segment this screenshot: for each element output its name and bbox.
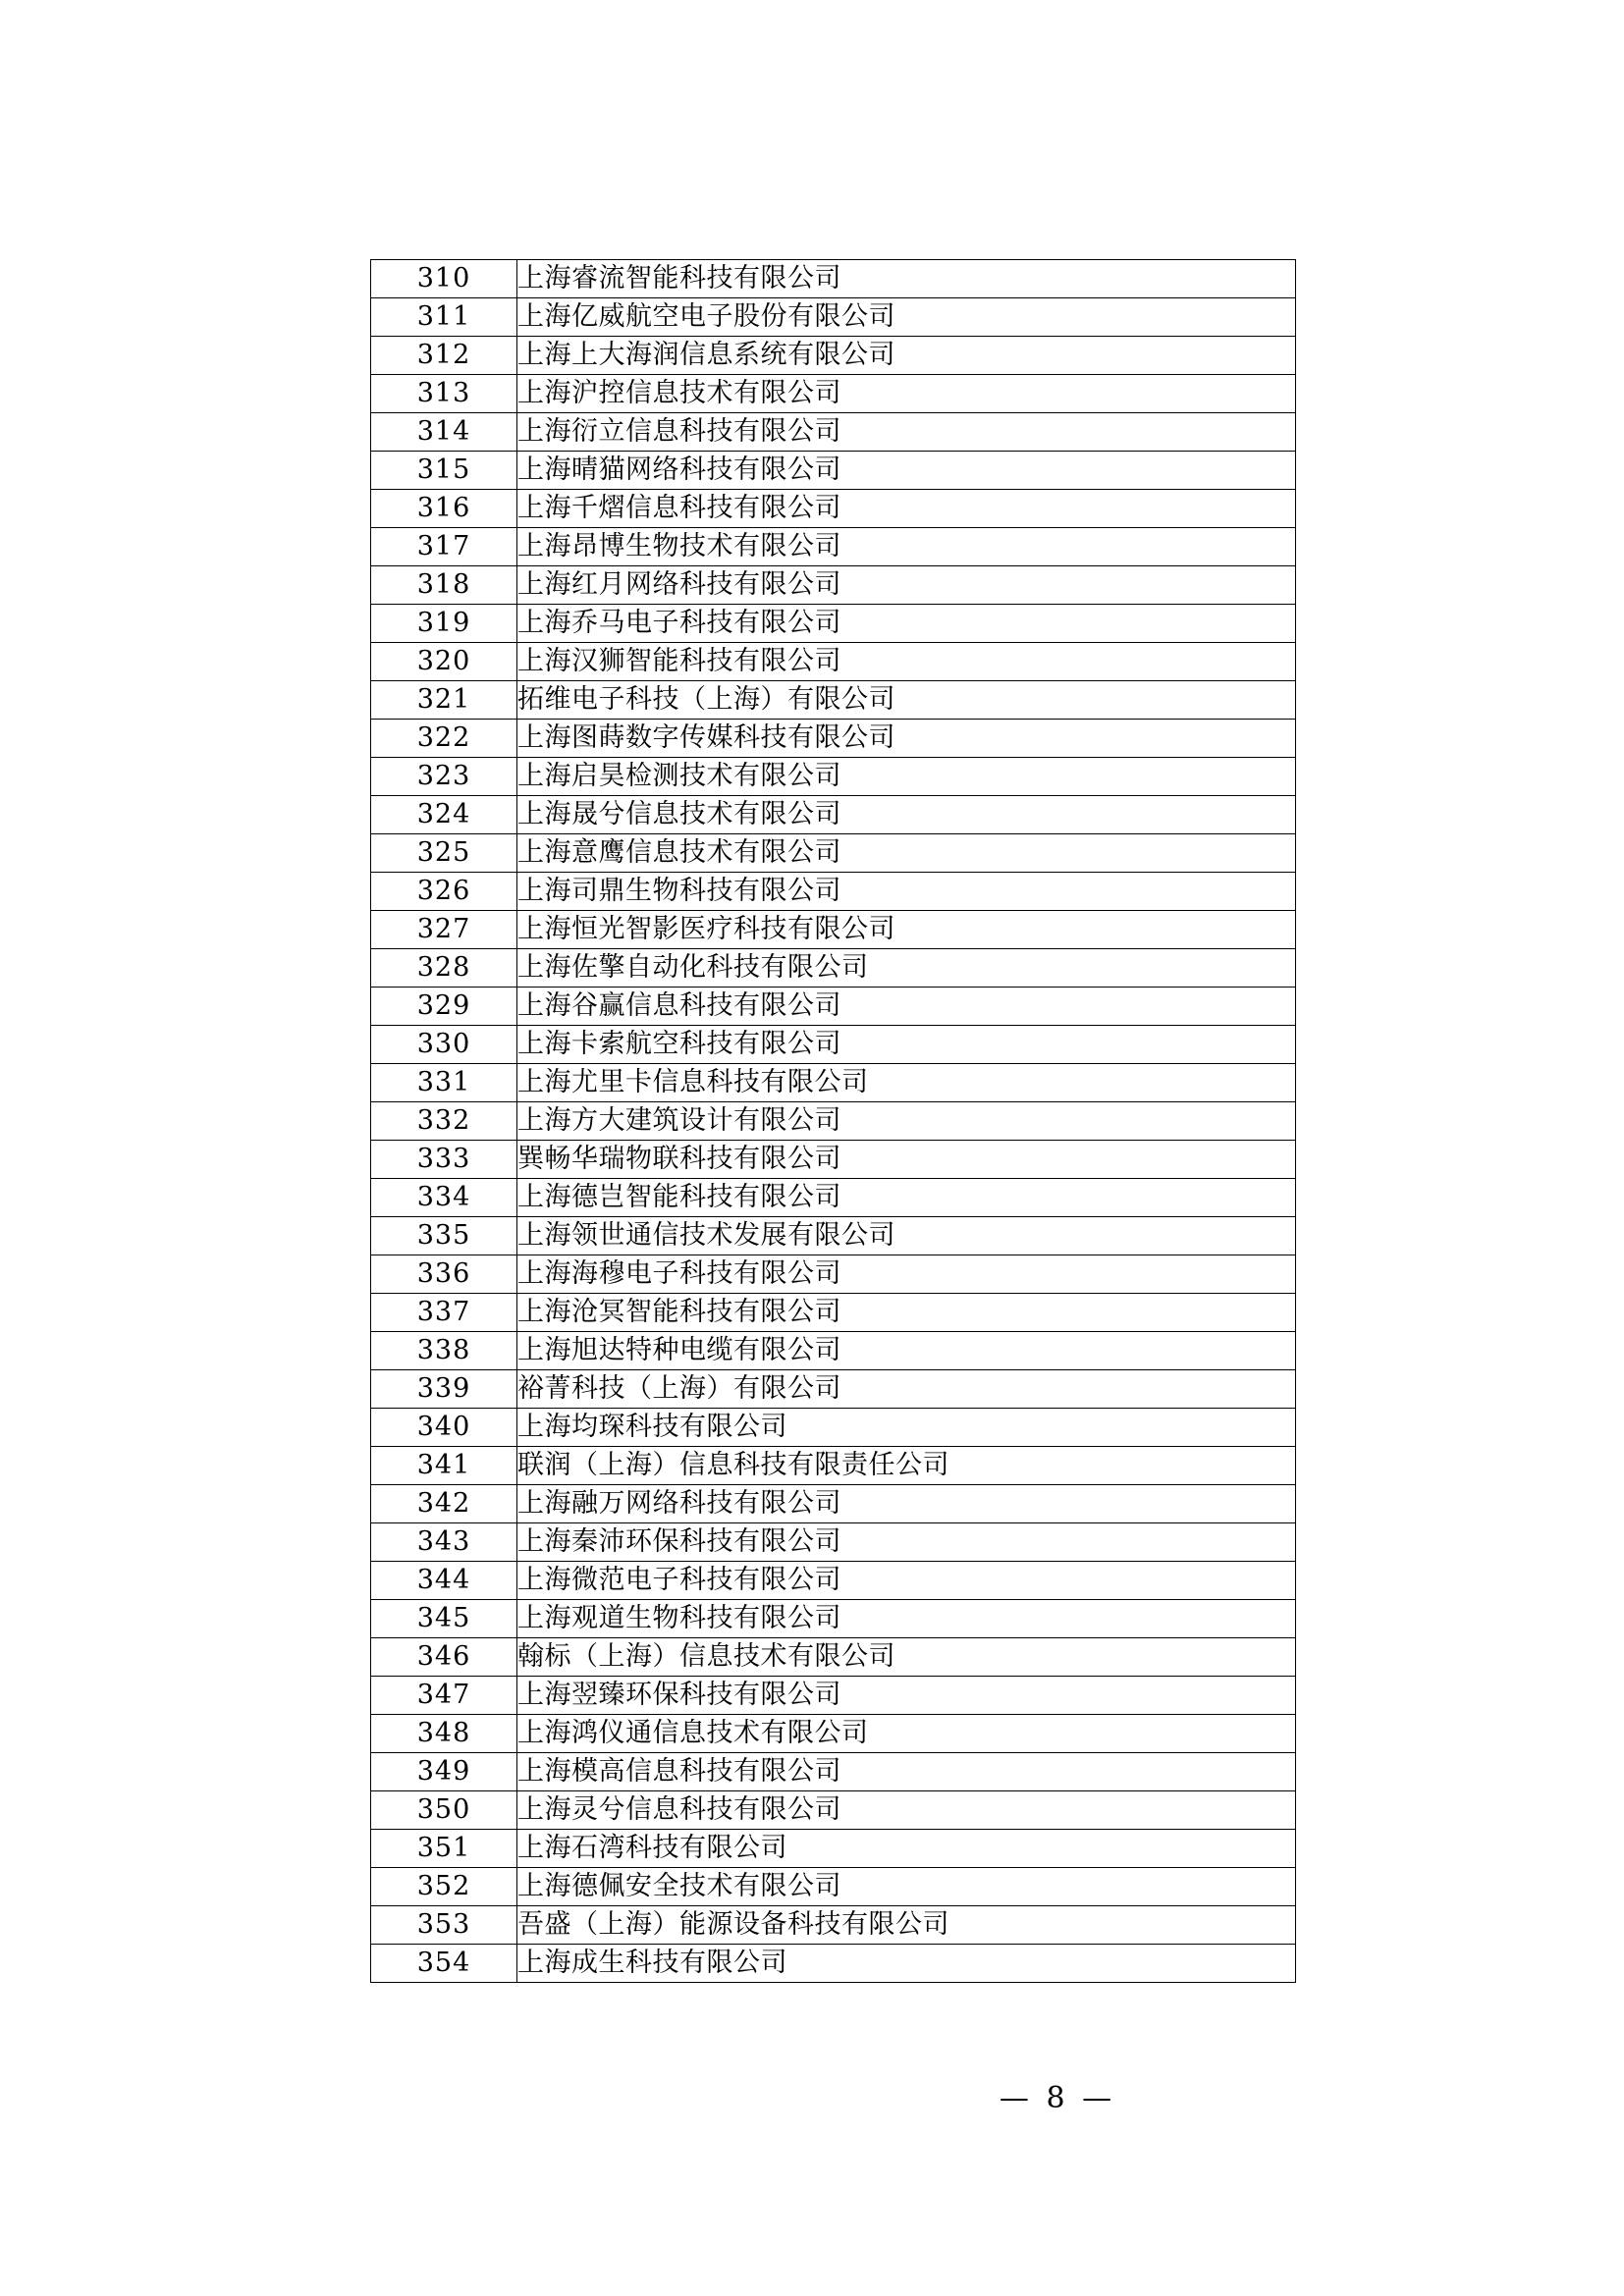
table-row	[371, 873, 1296, 911]
table-row	[371, 911, 1296, 949]
row-index-cell: 347	[371, 1677, 517, 1715]
table-row	[371, 1447, 1296, 1485]
row-index-cell: 314	[371, 413, 517, 452]
company-name-cell: 上海海穆电子科技有限公司	[517, 1255, 1296, 1294]
company-name-cell: 上海秦沛环保科技有限公司	[517, 1523, 1296, 1562]
company-name-cell: 上海意鹰信息技术有限公司	[517, 834, 1296, 873]
company-name-cell: 上海启昊检测技术有限公司	[517, 758, 1296, 796]
company-name-cell: 裕菁科技（上海）有限公司	[517, 1370, 1296, 1409]
table-row	[371, 1906, 1296, 1945]
row-index-cell: 342	[371, 1485, 517, 1523]
table-row	[371, 1217, 1296, 1255]
company-name-cell: 上海昂博生物技术有限公司	[517, 528, 1296, 566]
company-name-cell: 上海上大海润信息系统有限公司	[517, 337, 1296, 375]
table-row	[371, 528, 1296, 566]
table-row	[371, 1370, 1296, 1409]
page-number: — 8 —	[999, 2081, 1116, 2115]
row-index-cell: 344	[371, 1562, 517, 1600]
table-row	[371, 1179, 1296, 1217]
table-row	[371, 566, 1296, 605]
table-row	[371, 1332, 1296, 1370]
table-row	[371, 1830, 1296, 1868]
company-name-cell: 上海领世通信技术发展有限公司	[517, 1217, 1296, 1255]
company-name-cell: 上海谷赢信息科技有限公司	[517, 988, 1296, 1026]
company-name-cell: 上海沧冥智能科技有限公司	[517, 1294, 1296, 1332]
company-list-table-body	[371, 260, 1296, 1983]
row-index-cell: 353	[371, 1906, 517, 1945]
table-row	[371, 1868, 1296, 1906]
table-row	[371, 1102, 1296, 1141]
company-name-cell: 上海红月网络科技有限公司	[517, 566, 1296, 605]
company-name-cell: 翰标（上海）信息技术有限公司	[517, 1638, 1296, 1677]
company-name-cell: 上海石湾科技有限公司	[517, 1830, 1296, 1868]
row-index-cell: 333	[371, 1141, 517, 1179]
company-name-cell: 上海均琛科技有限公司	[517, 1409, 1296, 1447]
row-index-cell: 321	[371, 681, 517, 720]
table-row	[371, 413, 1296, 452]
company-name-cell: 上海观道生物科技有限公司	[517, 1600, 1296, 1638]
company-name-cell: 上海沪控信息技术有限公司	[517, 375, 1296, 413]
table-row	[371, 834, 1296, 873]
company-name-cell: 上海方大建筑设计有限公司	[517, 1102, 1296, 1141]
company-name-cell: 上海睿流智能科技有限公司	[517, 260, 1296, 298]
row-index-cell: 336	[371, 1255, 517, 1294]
table-row	[371, 1026, 1296, 1064]
row-index-cell: 339	[371, 1370, 517, 1409]
row-index-cell: 311	[371, 298, 517, 337]
row-index-cell: 334	[371, 1179, 517, 1217]
table-row	[371, 1677, 1296, 1715]
company-name-cell: 上海亿威航空电子股份有限公司	[517, 298, 1296, 337]
table-row	[371, 605, 1296, 643]
table-row	[371, 1523, 1296, 1562]
company-name-cell: 上海晟兮信息技术有限公司	[517, 796, 1296, 834]
company-name-cell: 吾盛（上海）能源设备科技有限公司	[517, 1906, 1296, 1945]
company-list-table	[370, 259, 1296, 1983]
table-row	[371, 452, 1296, 490]
row-index-cell: 330	[371, 1026, 517, 1064]
row-index-cell: 318	[371, 566, 517, 605]
company-name-cell: 上海乔马电子科技有限公司	[517, 605, 1296, 643]
table-row	[371, 1562, 1296, 1600]
row-index-cell: 326	[371, 873, 517, 911]
row-index-cell: 317	[371, 528, 517, 566]
table-row	[371, 1638, 1296, 1677]
row-index-cell: 345	[371, 1600, 517, 1638]
company-name-cell: 上海汉狮智能科技有限公司	[517, 643, 1296, 681]
row-index-cell: 348	[371, 1715, 517, 1753]
table-row	[371, 1791, 1296, 1830]
table-row	[371, 796, 1296, 834]
row-index-cell: 315	[371, 452, 517, 490]
company-name-cell: 上海佐擎自动化科技有限公司	[517, 949, 1296, 988]
company-name-cell: 上海尤里卡信息科技有限公司	[517, 1064, 1296, 1102]
row-index-cell: 329	[371, 988, 517, 1026]
row-index-cell: 331	[371, 1064, 517, 1102]
row-index-cell: 351	[371, 1830, 517, 1868]
company-name-cell: 上海卡索航空科技有限公司	[517, 1026, 1296, 1064]
table-row	[371, 1600, 1296, 1638]
table-row	[371, 1064, 1296, 1102]
company-name-cell: 上海图蒔数字传媒科技有限公司	[517, 720, 1296, 758]
row-index-cell: 346	[371, 1638, 517, 1677]
company-name-cell: 上海司鼎生物科技有限公司	[517, 873, 1296, 911]
company-name-cell: 上海融万网络科技有限公司	[517, 1485, 1296, 1523]
company-list-table-container	[370, 259, 1293, 1983]
row-index-cell: 312	[371, 337, 517, 375]
row-index-cell: 310	[371, 260, 517, 298]
row-index-cell: 337	[371, 1294, 517, 1332]
row-index-cell: 320	[371, 643, 517, 681]
table-row	[371, 1715, 1296, 1753]
table-row	[371, 949, 1296, 988]
table-row	[371, 1409, 1296, 1447]
company-name-cell: 上海千熠信息科技有限公司	[517, 490, 1296, 528]
row-index-cell: 319	[371, 605, 517, 643]
row-index-cell: 338	[371, 1332, 517, 1370]
company-name-cell: 上海恒光智影医疗科技有限公司	[517, 911, 1296, 949]
row-index-cell: 349	[371, 1753, 517, 1791]
page-footer	[0, 2081, 1624, 2115]
table-row	[371, 643, 1296, 681]
company-name-cell: 上海灵兮信息科技有限公司	[517, 1791, 1296, 1830]
table-row	[371, 298, 1296, 337]
table-row	[371, 1294, 1296, 1332]
row-index-cell: 354	[371, 1945, 517, 1983]
table-row	[371, 1485, 1296, 1523]
table-row	[371, 1945, 1296, 1983]
table-row	[371, 681, 1296, 720]
table-row	[371, 758, 1296, 796]
company-name-cell: 上海模高信息科技有限公司	[517, 1753, 1296, 1791]
table-row	[371, 1753, 1296, 1791]
company-name-cell: 上海旭达特种电缆有限公司	[517, 1332, 1296, 1370]
row-index-cell: 328	[371, 949, 517, 988]
row-index-cell: 313	[371, 375, 517, 413]
row-index-cell: 332	[371, 1102, 517, 1141]
row-index-cell: 343	[371, 1523, 517, 1562]
row-index-cell: 325	[371, 834, 517, 873]
company-name-cell: 上海翌臻环保科技有限公司	[517, 1677, 1296, 1715]
table-row	[371, 260, 1296, 298]
company-name-cell: 巽畅华瑞物联科技有限公司	[517, 1141, 1296, 1179]
company-name-cell: 上海成生科技有限公司	[517, 1945, 1296, 1983]
row-index-cell: 316	[371, 490, 517, 528]
company-name-cell: 上海德岂智能科技有限公司	[517, 1179, 1296, 1217]
row-index-cell: 327	[371, 911, 517, 949]
company-name-cell: 上海衍立信息科技有限公司	[517, 413, 1296, 452]
table-row	[371, 1141, 1296, 1179]
row-index-cell: 352	[371, 1868, 517, 1906]
row-index-cell: 340	[371, 1409, 517, 1447]
table-row	[371, 720, 1296, 758]
row-index-cell: 324	[371, 796, 517, 834]
company-name-cell: 联润（上海）信息科技有限责任公司	[517, 1447, 1296, 1485]
company-name-cell: 上海鸿仪通信息技术有限公司	[517, 1715, 1296, 1753]
row-index-cell: 341	[371, 1447, 517, 1485]
row-index-cell: 322	[371, 720, 517, 758]
table-row	[371, 988, 1296, 1026]
company-name-cell: 上海德佩安全技术有限公司	[517, 1868, 1296, 1906]
company-name-cell: 上海微范电子科技有限公司	[517, 1562, 1296, 1600]
row-index-cell: 350	[371, 1791, 517, 1830]
company-name-cell: 上海晴猫网络科技有限公司	[517, 452, 1296, 490]
table-row	[371, 337, 1296, 375]
table-row	[371, 1255, 1296, 1294]
table-row	[371, 490, 1296, 528]
table-row	[371, 375, 1296, 413]
row-index-cell: 323	[371, 758, 517, 796]
row-index-cell: 335	[371, 1217, 517, 1255]
company-name-cell: 拓维电子科技（上海）有限公司	[517, 681, 1296, 720]
